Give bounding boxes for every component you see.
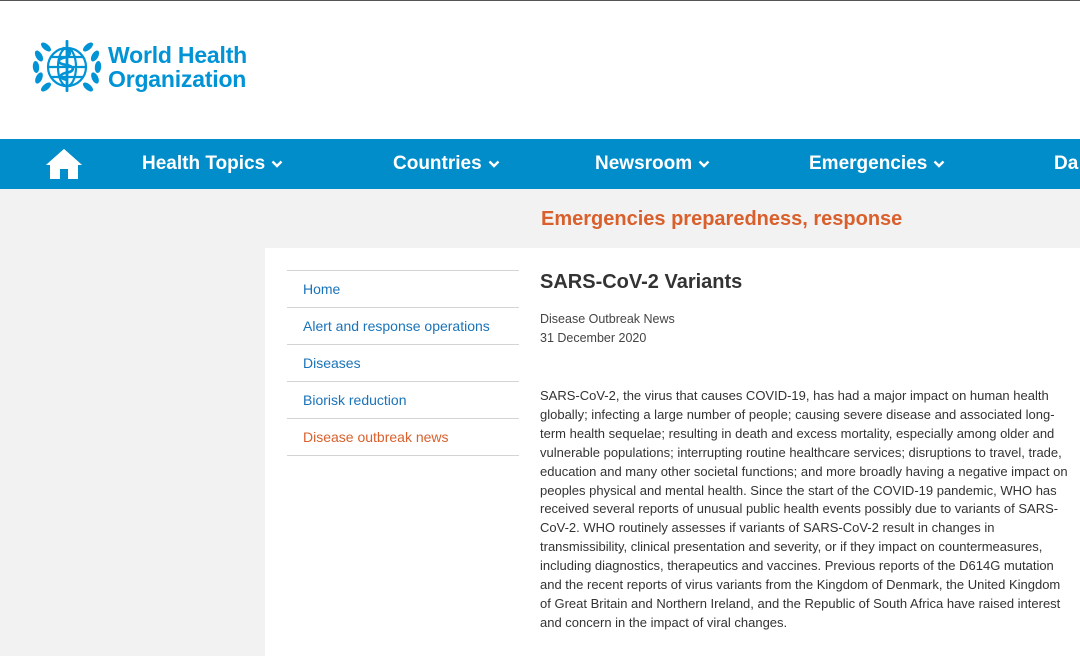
article bbox=[540, 271, 1070, 633]
site-header bbox=[0, 2, 1080, 139]
article-category: Disease Outbreak News bbox=[540, 312, 675, 326]
side-menu-item-home[interactable]: Home bbox=[287, 270, 519, 307]
logo-wordmark bbox=[108, 43, 247, 91]
article-title: SARS-CoV-2 Variants bbox=[540, 271, 743, 293]
chevron-down-icon bbox=[698, 159, 710, 169]
side-menu bbox=[287, 270, 519, 456]
side-menu-item-biorisk[interactable]: Biorisk reduction bbox=[287, 381, 519, 418]
article-body: SARS-CoV-2, the virus that causes COVID-19, has had a major impact on human health globally; infecting a large number of people; causing severe disease and associated long-term health sequelae; resulting in death and excess mortality, especially among older and vulnerable populations; interrupting routine healthcare services; disruptions to travel, trade, education and many other societal functions; and more broadly having a negative impact on peoples physical and mental health. Since the start of the COVID-19 pandemic, WHO has received several reports of unusual public health events possibly due to variants of SARS-CoV-2. WHO routinely assesses if variants of SARS-CoV-2 result in changes in transmissibility, clinical presentation and severity, or if they impact on countermeasures, including diagnostics, therapeutics and vaccines. Previous reports of the D614G mutation and the recent reports of virus variants from the Kingdom of Denmark, the United Kingdom of Great Britain and Northern Ireland, and the Republic of South Africa have raised interest and concern in the impact of viral changes. bbox=[540, 388, 1068, 630]
who-emblem-icon bbox=[30, 34, 104, 100]
nav-data-label: Da bbox=[1054, 153, 1079, 174]
main-nav bbox=[0, 139, 1080, 189]
nav-data[interactable] bbox=[1054, 139, 1078, 189]
nav-countries[interactable] bbox=[393, 139, 500, 189]
home-icon[interactable] bbox=[44, 147, 84, 181]
article-date: 31 December 2020 bbox=[540, 331, 647, 345]
side-menu-item-diseases[interactable]: Diseases bbox=[287, 344, 519, 381]
nav-emergencies-label: Emergencies bbox=[809, 153, 928, 174]
left-gutter bbox=[0, 189, 265, 656]
logo-line-1: World Health bbox=[108, 42, 248, 68]
section-banner bbox=[265, 189, 1080, 248]
side-menu-item-alert-response[interactable]: Alert and response operations bbox=[287, 307, 519, 344]
nav-newsroom-label: Newsroom bbox=[595, 153, 693, 174]
article-meta bbox=[540, 310, 1070, 348]
chevron-down-icon bbox=[271, 159, 283, 169]
chevron-down-icon bbox=[488, 159, 500, 169]
nav-countries-label: Countries bbox=[393, 153, 482, 174]
nav-health-topics[interactable] bbox=[142, 139, 283, 189]
side-menu-item-disease-outbreak-news[interactable]: Disease outbreak news bbox=[287, 418, 519, 455]
nav-newsroom[interactable] bbox=[595, 139, 710, 189]
logo-line-2: Organization bbox=[108, 66, 247, 92]
nav-emergencies[interactable] bbox=[809, 139, 945, 189]
who-logo[interactable] bbox=[30, 34, 247, 100]
nav-health-topics-label: Health Topics bbox=[142, 153, 266, 174]
section-title: Emergencies preparedness, response bbox=[541, 208, 903, 230]
chevron-down-icon bbox=[933, 159, 945, 169]
